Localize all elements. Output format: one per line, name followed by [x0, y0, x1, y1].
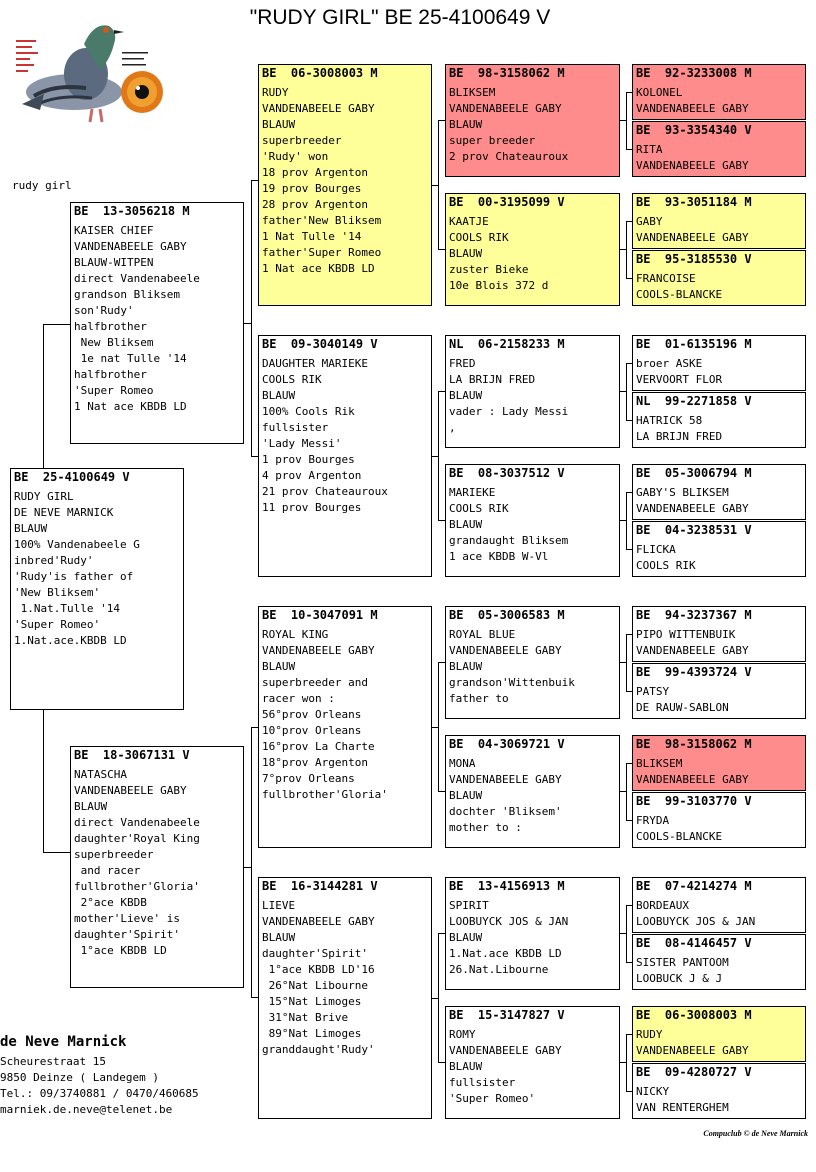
detail-line: halfbrother [74, 368, 147, 381]
detail-line: BLAUW [262, 118, 296, 131]
detail-line: BLAUW [449, 389, 483, 402]
connector-line [43, 710, 44, 852]
grandparent-card [258, 606, 432, 848]
detail-line: zuster Bieke [449, 263, 529, 276]
grandparent-card [258, 64, 432, 306]
connector-line [626, 363, 627, 420]
detail-line: fullbrother'Gloria' [74, 880, 200, 893]
detail-line: 11 prov Bourges [262, 501, 362, 514]
detail-line: BLAUW-WITPEN [74, 256, 154, 269]
detail-line: 1°ace KBDB LD [74, 944, 167, 957]
card-details [74, 767, 240, 959]
ring-number: BE 05-3006583 M [449, 608, 565, 622]
detail-line: PATSY [636, 685, 670, 698]
subject-label: rudy girl [12, 179, 72, 192]
connector-line [438, 120, 445, 121]
great-grandparent-card [445, 335, 620, 448]
detail-line: 19 prov Bourges [262, 182, 362, 195]
detail-line: FRED [449, 357, 476, 370]
detail-line: BLAUW [449, 518, 483, 531]
detail-line: BLAUW [449, 1060, 483, 1073]
detail-line: 'New Bliksem' [14, 586, 101, 599]
detail-line: 4 prov Argenton [262, 469, 362, 482]
decorative-text-smudge-icon [16, 40, 38, 72]
detail-line: VERVOORT FLOR [636, 373, 723, 386]
connector-line [438, 933, 445, 934]
connector-line [626, 905, 627, 962]
detail-line: daughter'Spirit' [262, 947, 368, 960]
ancestor-card [632, 663, 806, 719]
grandparent-card [258, 335, 432, 577]
detail-line: 'Rudy'is father of [14, 570, 134, 583]
detail-line: BLAUW [449, 118, 483, 131]
detail-line: granddaught'Rudy' [262, 1043, 375, 1056]
detail-line: DAUGHTER MARIEKE [262, 357, 368, 370]
detail-line: Scheurestraat 15 [0, 1055, 106, 1068]
connector-line [438, 520, 445, 521]
connector-line [438, 1062, 445, 1063]
pigeon-logo [14, 14, 164, 126]
ring-number: BE 25-4100649 V [14, 470, 130, 484]
ring-number: BE 05-3006794 M [636, 466, 752, 480]
detail-line: 10e Blois 372 d [449, 279, 549, 292]
connector-line [251, 727, 258, 728]
connector-line [438, 391, 439, 520]
ancestor-card [632, 335, 806, 391]
connector-line [626, 1034, 627, 1091]
card-details [449, 627, 616, 707]
card-details [636, 413, 802, 445]
detail-line: BLIKSEM [636, 757, 683, 770]
card-details [262, 898, 428, 1058]
detail-line: RITA [636, 143, 663, 156]
ring-number: BE 93-3354340 V [636, 123, 752, 137]
grandparent-card [258, 877, 432, 1119]
card-details [262, 85, 428, 277]
detail-line: fullsister [262, 421, 329, 434]
detail-line: LOOBUCK J & J [636, 972, 723, 985]
decorative-text-smudge-icon-right [122, 52, 148, 66]
ancestor-card [632, 1006, 806, 1062]
detail-line: DE NEVE MARNICK [14, 506, 114, 519]
detail-line: and racer [74, 864, 141, 877]
detail-line: ROYAL BLUE [449, 628, 516, 641]
card-details [449, 356, 616, 436]
detail-line: 1.Nat.ace KBDB LD [449, 947, 562, 960]
ring-number: BE 01-6135196 M [636, 337, 752, 351]
connector-line [438, 120, 439, 249]
card-details [636, 485, 802, 517]
detail-line: VANDENABEELE GABY [636, 159, 749, 172]
card-details [636, 898, 802, 930]
detail-line: super breeder [449, 134, 536, 147]
ring-number: BE 00-3195099 V [449, 195, 565, 209]
detail-line: 21 prov Chateauroux [262, 485, 388, 498]
detail-line: BLAUW [14, 522, 48, 535]
connector-line [626, 634, 627, 691]
detail-line: KAATJE [449, 215, 489, 228]
detail-line: grandson'Wittenbuik [449, 676, 575, 689]
detail-line: direct Vandenabeele [74, 272, 200, 285]
detail-line: ROYAL KING [262, 628, 329, 641]
pedigree-title: "RUDY GIRL" BE 25-4100649 V [249, 6, 551, 29]
detail-line: 1.Nat.Tulle '14 [14, 602, 120, 615]
detail-line: FRANCOISE [636, 272, 696, 285]
connector-line [43, 324, 44, 468]
detail-line: SPIRIT [449, 899, 489, 912]
ring-number: BE 18-3067131 V [74, 748, 190, 762]
detail-line: VANDENABEELE GABY [636, 231, 749, 244]
detail-line: VANDENABEELE GABY [636, 1044, 749, 1057]
detail-line: mother to : [449, 821, 522, 834]
detail-line: BLAUW [449, 789, 483, 802]
owner-name: de Neve Marnick [0, 1034, 127, 1050]
ring-number: BE 92-3233008 M [636, 66, 752, 80]
ring-number: BE 04-3238531 V [636, 523, 752, 537]
ring-number: BE 95-3185530 V [636, 252, 752, 266]
detail-line: daughter'Spirit' [74, 928, 180, 941]
connector-line [43, 324, 70, 325]
detail-line: COOLS-BLANCKE [636, 830, 723, 843]
card-details [74, 223, 240, 415]
detail-line: 'Super Romeo' [449, 1092, 536, 1105]
detail-line: HATRICK 58 [636, 414, 703, 427]
detail-line: 1e nat Tulle '14 [74, 352, 187, 365]
detail-line: direct Vandenabeele [74, 816, 200, 829]
ring-number: BE 09-4280727 V [636, 1065, 752, 1079]
detail-line: 1.Nat.ace.KBDB LD [14, 634, 127, 647]
card-details [636, 271, 802, 303]
detail-line: 2 prov Chateauroux [449, 150, 569, 163]
detail-line: 1 ace KBDB W-Vl [449, 550, 549, 563]
detail-line: 16°prov La Charte [262, 740, 375, 753]
owner-address [0, 1054, 199, 1118]
great-grandparent-card [445, 193, 620, 306]
connector-line [43, 852, 70, 853]
ring-number: BE 06-3008003 M [636, 1008, 752, 1022]
detail-line: 'Super Romeo' [14, 618, 101, 631]
card-details [636, 756, 802, 788]
card-details [449, 214, 616, 294]
dam-card [70, 746, 244, 988]
detail-line: 26°Nat Libourne [262, 979, 368, 992]
detail-line: mother'Lieve' is [74, 912, 180, 925]
card-details [636, 356, 802, 388]
detail-line: VANDENABEELE GABY [74, 240, 187, 253]
detail-line: VANDENABEELE GABY [262, 915, 375, 928]
ancestor-card [632, 521, 806, 577]
detail-line: 2°ace KBDB [74, 896, 147, 909]
connector-line [438, 662, 445, 663]
detail-line: 10°prov Orleans [262, 724, 362, 737]
card-details [14, 489, 180, 649]
pigeon-icon [22, 25, 124, 122]
ring-number: BE 98-3158062 M [636, 737, 752, 751]
detail-line: VANDENABEELE GABY [449, 644, 562, 657]
ring-number: NL 06-2158233 M [449, 337, 565, 351]
detail-line: LOOBUYCK JOS & JAN [636, 915, 756, 928]
detail-line: 7°prov Orleans [262, 772, 355, 785]
card-details [636, 627, 802, 659]
detail-line: LOOBUYCK JOS & JAN [449, 915, 569, 928]
detail-line: DE RAUW-SABLON [636, 701, 729, 714]
ancestor-card [632, 392, 806, 448]
detail-line: 1 Nat ace KBDB LD [74, 400, 187, 413]
detail-line: BLAUW [449, 931, 483, 944]
detail-line: NATASCHA [74, 768, 127, 781]
detail-line: VANDENABEELE GABY [636, 102, 749, 115]
card-details [636, 1084, 802, 1116]
detail-line: BLAUW [262, 931, 296, 944]
detail-line: LA BRIJN FRED [449, 373, 536, 386]
detail-line: KOLONEL [636, 86, 683, 99]
ring-number: BE 93-3051184 M [636, 195, 752, 209]
detail-line: LIEVE [262, 899, 296, 912]
detail-line: 15°Nat Limoges [262, 995, 362, 1008]
connector-line [438, 933, 439, 1062]
detail-line: superbreeder [262, 134, 342, 147]
detail-line: VANDENABEELE GABY [636, 773, 749, 786]
detail-line: VANDENABEELE GABY [449, 1044, 562, 1057]
detail-line: SISTER PANTOOM [636, 956, 729, 969]
detail-line: RUDY [636, 1028, 663, 1041]
detail-line: grandson Bliksem [74, 288, 180, 301]
connector-line [251, 727, 252, 998]
detail-line: VANDENABEELE GABY [636, 502, 749, 515]
detail-line: 1°ace KBDB LD'16 [262, 963, 375, 976]
detail-line: halfbrother [74, 320, 147, 333]
detail-line: son'Rudy' [74, 304, 134, 317]
pigeon-eye-icon [121, 71, 163, 113]
ancestor-card [632, 934, 806, 990]
detail-line: BORDEAUX [636, 899, 689, 912]
detail-line: VANDENABEELE GABY [636, 644, 749, 657]
detail-line: FRYDA [636, 814, 670, 827]
ring-number: BE 98-3158062 M [449, 66, 565, 80]
detail-line: MONA [449, 757, 476, 770]
detail-line: VAN RENTERGHEM [636, 1101, 729, 1114]
detail-line: BLAUW [262, 660, 296, 673]
detail-line: COOLS RIK [449, 502, 509, 515]
detail-line: father'New Bliksem [262, 214, 382, 227]
detail-line: GABY [636, 215, 663, 228]
ring-number: NL 99-2271858 V [636, 394, 752, 408]
detail-line: 31°Nat Brive [262, 1011, 349, 1024]
connector-line [626, 221, 627, 278]
detail-line: superbreeder [74, 848, 154, 861]
connector-line [251, 997, 258, 998]
detail-line: 89°Nat Limoges [262, 1027, 362, 1040]
great-grandparent-card [445, 877, 620, 990]
detail-line: fullbrother'Gloria' [262, 788, 388, 801]
ancestor-card [632, 250, 806, 306]
great-grandparent-card [445, 1006, 620, 1119]
detail-line: PIPO WITTENBUIK [636, 628, 736, 641]
owner-block [0, 1034, 199, 1118]
detail-line: COOLS RIK [449, 231, 509, 244]
detail-line: broer ASKE [636, 357, 703, 370]
card-details [636, 1027, 802, 1059]
great-grandparent-card [445, 64, 620, 177]
ring-number: BE 09-3040149 V [262, 337, 378, 351]
connector-line [251, 180, 258, 181]
detail-line: VANDENABEELE GABY [74, 784, 187, 797]
detail-line: 'Lady Messi' [262, 437, 342, 450]
ring-number: BE 99-3103770 V [636, 794, 752, 808]
card-details [636, 142, 802, 174]
ancestor-card [632, 193, 806, 249]
connector-line [251, 180, 252, 457]
ancestor-card [632, 735, 806, 791]
ancestor-card [632, 121, 806, 177]
ancestor-card [632, 792, 806, 848]
detail-line: 'Super Romeo [74, 384, 154, 397]
detail-line: superbreeder and [262, 676, 368, 689]
ring-number: BE 94-3237367 M [636, 608, 752, 622]
detail-line: 26.Nat.Libourne [449, 963, 549, 976]
card-details [636, 85, 802, 117]
detail-line: KAISER CHIEF [74, 224, 154, 237]
ring-number: BE 15-3147827 V [449, 1008, 565, 1022]
ring-number: BE 08-4146457 V [636, 936, 752, 950]
card-details [449, 898, 616, 978]
ancestor-card [632, 64, 806, 120]
detail-line: dochter 'Bliksem' [449, 805, 562, 818]
ring-number: BE 16-3144281 V [262, 879, 378, 893]
detail-line: BLAUW [449, 247, 483, 260]
detail-line: NICKY [636, 1085, 670, 1098]
connector-line [244, 867, 251, 868]
detail-line: 18°prov Argenton [262, 756, 368, 769]
ring-number: BE 13-4156913 M [449, 879, 565, 893]
great-grandparent-card [445, 735, 620, 848]
detail-line: Tel.: 09/3740881 / 0470/460685 [0, 1087, 199, 1100]
ancestor-card [632, 606, 806, 662]
detail-line: FLICKA [636, 543, 676, 556]
detail-line: racer won : [262, 692, 335, 705]
detail-line: 1 Nat ace KBDB LD [262, 262, 375, 275]
detail-line: BLAUW [74, 800, 108, 813]
detail-line: VANDENABEELE GABY [449, 773, 562, 786]
detail-line: VANDENABEELE GABY [449, 102, 562, 115]
connector-line [438, 662, 439, 791]
detail-line: GABY'S BLIKSEM [636, 486, 729, 499]
connector-line [626, 492, 627, 549]
great-grandparent-card [445, 606, 620, 719]
detail-line: 100% Vandenabeele G [14, 538, 140, 551]
detail-line: ROMY [449, 1028, 476, 1041]
detail-line: 18 prov Argenton [262, 166, 368, 179]
detail-line: BLAUW [449, 660, 483, 673]
ancestor-card [632, 877, 806, 933]
connector-line [438, 249, 445, 250]
connector-line [626, 763, 627, 820]
detail-line: grandaught Bliksem [449, 534, 569, 547]
card-details [636, 813, 802, 845]
detail-line: 1 prov Bourges [262, 453, 355, 466]
detail-line: VANDENABEELE GABY [262, 102, 375, 115]
detail-line: BLAUW [262, 389, 296, 402]
detail-line: 9850 Deinze ( Landegem ) [0, 1071, 159, 1084]
detail-line: 1 Nat Tulle '14 [262, 230, 362, 243]
card-details [636, 684, 802, 716]
card-details [262, 627, 428, 803]
detail-line: VANDENABEELE GABY [262, 644, 375, 657]
card-details [449, 485, 616, 565]
detail-line: BLIKSEM [449, 86, 496, 99]
card-details [636, 955, 802, 987]
great-grandparent-card [445, 464, 620, 577]
card-details [262, 356, 428, 516]
detail-line: father'Super Romeo [262, 246, 382, 259]
detail-line: vader : Lady Messi [449, 405, 569, 418]
detail-line: inbred'Rudy' [14, 554, 94, 567]
detail-line: 56°prov Orleans [262, 708, 362, 721]
connector-line [438, 791, 445, 792]
detail-line: fullsister [449, 1076, 516, 1089]
connector-line [626, 92, 627, 149]
ring-number: BE 13-3056218 M [74, 204, 190, 218]
card-details [449, 85, 616, 165]
detail-line: daughter'Royal King [74, 832, 200, 845]
detail-line: COOLS RIK [262, 373, 322, 386]
copyright-footer: Compuclub © de Neve Marnick [703, 1129, 808, 1138]
connector-line [438, 391, 445, 392]
detail-line: father to [449, 692, 509, 705]
card-details [636, 542, 802, 574]
detail-line: New Bliksem [74, 336, 154, 349]
ring-number: BE 99-4393724 V [636, 665, 752, 679]
detail-line: marniek.de.neve@telenet.be [0, 1103, 173, 1116]
card-details [449, 756, 616, 836]
detail-line: RUDY [262, 86, 289, 99]
detail-line: RUDY GIRL [14, 490, 74, 503]
detail-line: COOLS-BLANCKE [636, 288, 723, 301]
detail-line: 100% Cools Rik [262, 405, 355, 418]
ring-number: BE 08-3037512 V [449, 466, 565, 480]
detail-line: MARIEKE [449, 486, 496, 499]
card-details [636, 214, 802, 246]
ring-number: BE 10-3047091 M [262, 608, 378, 622]
ring-number: BE 04-3069721 V [449, 737, 565, 751]
sire-card [70, 202, 244, 444]
ancestor-card [632, 464, 806, 520]
subject-card [10, 468, 184, 710]
ancestor-card [632, 1063, 806, 1119]
card-details [449, 1027, 616, 1107]
ring-number: BE 07-4214274 M [636, 879, 752, 893]
connector-line [244, 323, 251, 324]
detail-line: 28 prov Argenton [262, 198, 368, 211]
connector-line [251, 456, 258, 457]
detail-line: LA BRIJN FRED [636, 430, 723, 443]
detail-line: 'Rudy' won [262, 150, 329, 163]
detail-line: COOLS RIK [636, 559, 696, 572]
detail-line: , [449, 421, 456, 434]
ring-number: BE 06-3008003 M [262, 66, 378, 80]
